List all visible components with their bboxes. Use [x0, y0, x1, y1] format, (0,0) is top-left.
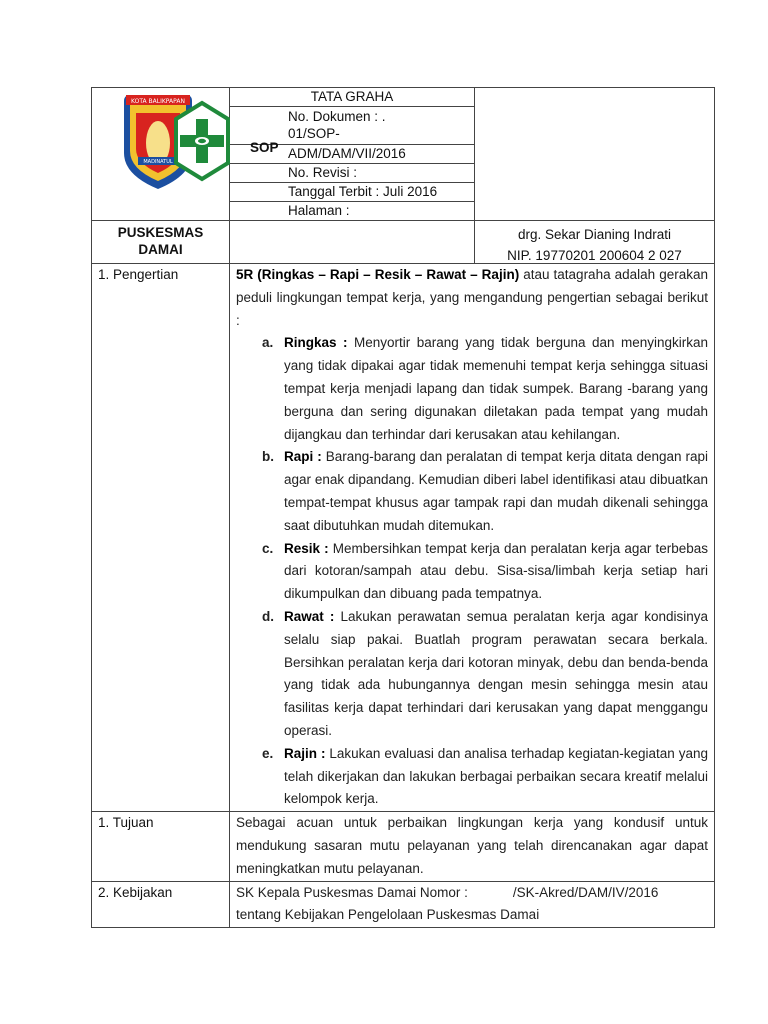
revision-field: No. Revisi :	[230, 164, 474, 183]
pengertian-list	[236, 332, 708, 811]
list-item: b. Rapi : Barang-barang dan peralatan di tempat kerja ditata dengan rapi agar enak dipandang. Kemudian diberi label identifikasi atau dibuatkan tempat-tempat khusus agar tampak rapi dan mudah dikenali sehingga saat dibutuhkan mudah ditemukan.	[262, 449, 708, 533]
city-logo-text-top: KOTA BALIKPAPAN	[131, 98, 185, 105]
logo-cell	[92, 88, 230, 221]
list-item: a. Ringkas : Menyortir barang yang tidak berguna dan menyingkirkan yang tidak dipakai agar tidak memenuhi tempat kerja sehingga situasi tempat kerja menjadi lapang dan tidak sumpek. Barang -barang yang berguna dan sering digunakan diletakan pada tempat yang mudah dijangkau dan terhindar dari kerusakan atau kehilangan.	[262, 335, 709, 442]
document-title: TATA GRAHA	[230, 88, 474, 107]
signer-nip: NIP. 19770201 200604 2 027	[507, 248, 682, 263]
puskesmas-logo-icon	[176, 103, 228, 179]
kebijakan-line-2: tentang Kebijakan Pengelolaan Puskesmas Damai	[236, 907, 540, 923]
kebijakan-content	[230, 881, 715, 928]
signer-block	[475, 221, 715, 264]
header-blank-cell	[475, 88, 715, 221]
pengertian-label: 1. Pengertian	[92, 264, 230, 812]
pengertian-content	[230, 264, 715, 812]
doc-number-value: 01/SOP-	[288, 126, 340, 141]
org-name: PUSKESMAS DAMAI	[92, 221, 230, 264]
header-info-cell	[230, 88, 475, 221]
sop-document	[91, 87, 714, 928]
tujuan-content: Sebagai acuan untuk perbaikan lingkungan kerja yang kondusif untuk mendukung sasaran mutu pelayanan yang telah direncanakan agar dapat meningkatkan mutu pelayanan.	[230, 812, 715, 881]
doc-number-label: No. Dokumen : .	[288, 109, 386, 124]
logos	[120, 91, 230, 201]
page-field: Halaman :	[288, 203, 350, 218]
tujuan-label: 1. Tujuan	[92, 812, 230, 881]
signer-name: drg. Sekar Dianing Indrati	[517, 227, 672, 242]
list-item: c. Resik : Membersihkan tempat kerja dan peralatan kerja agar terbebas dari kotoran/sampah atau debu. Sisa-sisa/limbah kerja setiap hari dikumpulkan dan dibuang pada tempatnya.	[262, 540, 708, 602]
sop-label: SOP	[250, 140, 279, 155]
issue-date-field: Tanggal Terbit : Juli 2016	[230, 183, 474, 202]
kebijakan-line-1: SK Kepala Puskesmas Damai Nomor : /SK-Akred/DAM/IV/2016	[236, 884, 659, 900]
pengertian-intro: 5R (Ringkas – Rapi – Resik – Rawat – Rajin) atau tatagraha adalah gerakan peduli lingkungan tempat kerja, yang mengandung pengertian sebagai berikut :	[236, 267, 708, 328]
doc-number-value-2: ADM/DAM/VII/2016	[230, 144, 474, 164]
kebijakan-label: 2. Kebijakan	[92, 881, 230, 928]
signature-spacer	[230, 221, 475, 264]
list-item: d. Rawat : Lakukan perawatan semua peralatan kerja agar kondisinya selalu siap pakai. Buatlah program perawatan secara berkala. Bersihkan peralatan kerja dari kotoran minyak, debu dan benda-benda yang tidak ada hubungannya dengan mesin sehingga mesin atau fasilitas kerja dapat terhindari dari kerusakan yang dapat menggangu operasi.	[262, 608, 708, 738]
city-logo-text-bottom: MADINATUL	[143, 159, 173, 165]
list-item: e. Rajin : Lakukan evaluasi dan analisa terhadap kegiatan-kegiatan yang telah dikerjakan dan lakukan berbagai perbaikan secara kreatif melalui kelompok kerja.	[262, 745, 708, 807]
sop-table	[91, 87, 715, 928]
